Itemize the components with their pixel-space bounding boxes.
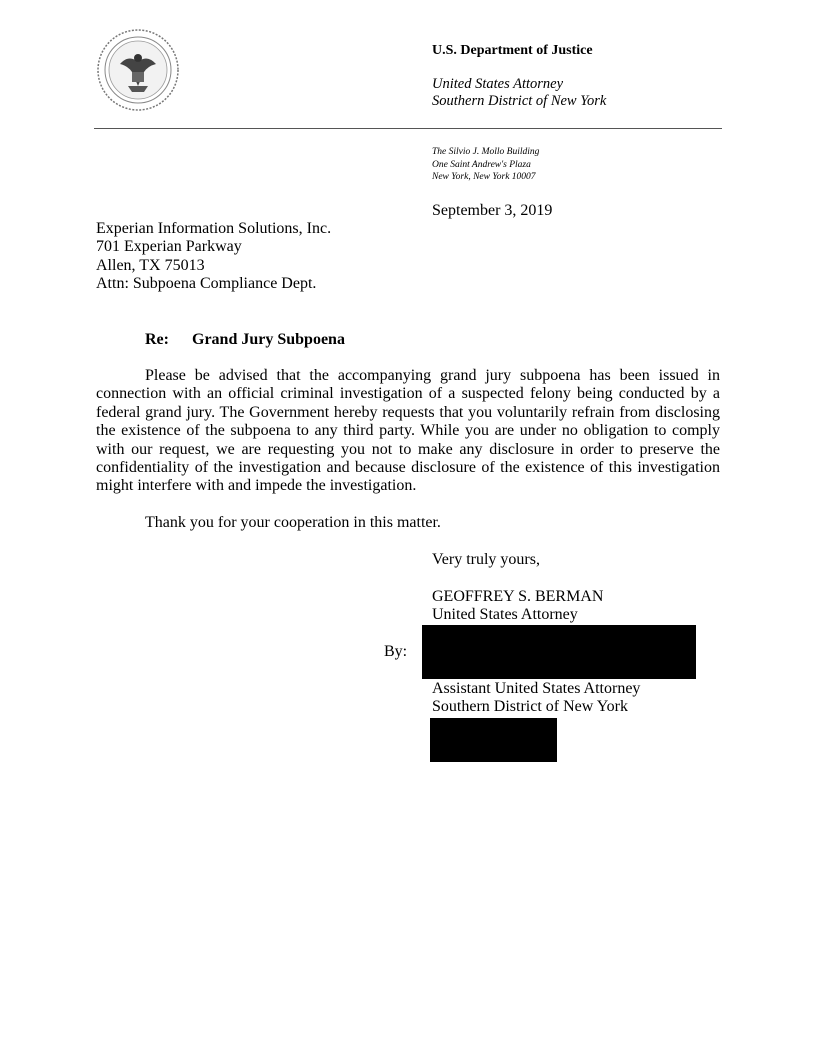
recipient-address [96, 220, 331, 294]
redaction-contact [430, 718, 557, 762]
body-paragraph: Please be advised that the accompanying grand jury subpoena has been issued in connection with an official criminal investigation of a suspected felony being conducted by a federal grand jury. The Government hereby requests that you voluntarily refrain from disclosing the existence of the subpoena to any third party. While you are under no obligation to comply with our request, we are requesting you not to make any disclosure in order to preserve the confidentiality of the investigation and because disclosure of the existence of this investigation might interfere with and impede the investigation. [96, 367, 720, 495]
by-label: By: [384, 643, 408, 660]
letter-date: September 3, 2019 [432, 202, 553, 219]
office-address [432, 146, 539, 184]
signer-name: GEOFFREY S. BERMAN [432, 588, 604, 605]
assistant-title [432, 680, 640, 717]
department-name: U.S. Department of Justice [432, 43, 593, 58]
recipient-line-3: Allen, TX 75013 [96, 256, 205, 274]
recipient-line-2: 701 Experian Parkway [96, 238, 242, 256]
thanks-paragraph: Thank you for your cooperation in this matter. [145, 514, 441, 531]
closing: Very truly yours, [432, 551, 540, 568]
signer-block [432, 588, 603, 625]
office-line-1: United States Attorney [432, 76, 564, 92]
address-line-2: One Saint Andrew's Plaza [432, 159, 531, 170]
signer-office: United States Attorney [432, 606, 578, 624]
doj-seal-icon [96, 28, 180, 112]
letterhead-divider [94, 128, 722, 129]
office-line-2: Southern District of New York [432, 93, 607, 109]
subject-line [145, 331, 345, 349]
address-line-1: The Silvio J. Mollo Building [432, 147, 540, 157]
assistant-title-line-1: Assistant United States Attorney [432, 680, 641, 697]
address-line-3: New York, New York 10007 [432, 172, 536, 182]
recipient-line-1: Experian Information Solutions, Inc. [96, 220, 332, 237]
subject-label: Re: [145, 331, 169, 348]
recipient-line-4: Attn: Subpoena Compliance Dept. [96, 275, 317, 293]
assistant-title-line-2: Southern District of New York [432, 698, 628, 716]
redaction-signature [422, 625, 696, 679]
office-name [432, 76, 606, 110]
subject-text: Grand Jury Subpoena [192, 331, 345, 348]
